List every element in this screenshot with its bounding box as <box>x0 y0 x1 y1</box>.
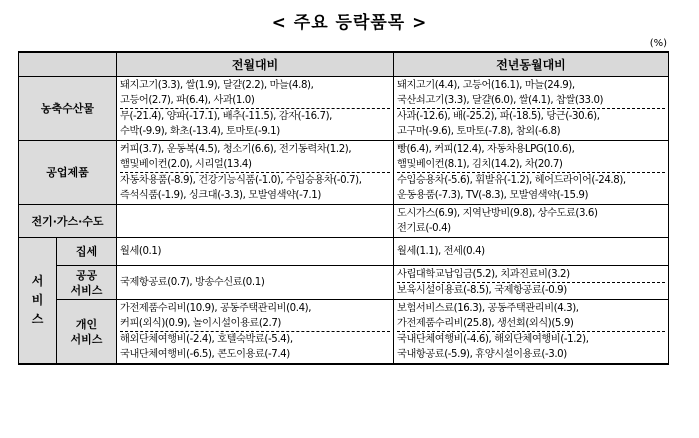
agri-mom-down-2: 수박(-9.9), 화초(-13.4), 토마토(-9.1) <box>120 126 280 137</box>
agri-yoy-down-2: 고구마(-9.6), 토마토(-7.8), 참외(-6.8) <box>397 126 561 137</box>
row-label-public-service <box>57 266 117 300</box>
personal-yoy-up-2: 가전제품수리비(25.8), 생선회(외식)(5.9) <box>397 318 574 329</box>
industrial-mom-down-1: 자동차용품(-8.9), 건강기능식품(-1.0), 수입승용차(-0.7), <box>120 175 362 186</box>
table-row-public-service <box>19 266 669 300</box>
row-label-utilities: 전기·가스·수도 <box>19 205 117 238</box>
personal-mom-up-1: 가전제품수리비(10.9), 공동주택관리비(0.4), <box>120 303 312 314</box>
rent-mom-1: 월세(0.1) <box>120 246 162 257</box>
rent-mom-cell <box>117 238 394 266</box>
row-label-agri: 농축수산물 <box>19 77 117 141</box>
public-label-1: 공공 <box>75 268 98 282</box>
personal-yoy-down-2: 국내항공료(-5.9), 휴양시설이용료(-3.0) <box>397 349 567 360</box>
row-label-personal-service <box>57 300 117 365</box>
unit-label: (%) <box>649 38 667 49</box>
agri-mom-down-1: 무(-21.4), 양파(-17.1), 배추(-11.5), 감자(-16.7), <box>120 111 332 122</box>
public-yoy-up-1: 사립대학교납입금(5.2), 치과진료비(3.2) <box>397 269 570 280</box>
industrial-mom-up-2: 햄및베이컨(2.0), 시리얼(13.4) <box>120 159 252 170</box>
personal-yoy-down-1: 국내단체여행비(-4.6), 해외단체여행비(-1.2), <box>397 334 589 345</box>
personal-mom-down-1: 해외단체여행비(-2.4), 호텔숙박료(-5.4), <box>120 334 293 345</box>
public-yoy-cell <box>394 266 669 300</box>
industrial-yoy-up-1: 빵(6.4), 커피(12.4), 자동차용LPG(10.6), <box>397 144 575 155</box>
header-mom: 전월대비 <box>117 52 394 77</box>
personal-label-2: 서비스 <box>70 332 103 346</box>
industrial-yoy-cell <box>394 141 669 205</box>
price-change-table <box>18 51 669 365</box>
agri-yoy-cell <box>394 77 669 141</box>
utilities-yoy-cell <box>394 205 669 238</box>
public-label-2: 서비스 <box>70 283 103 297</box>
industrial-yoy-up-2: 햄및베이컨(8.1), 김치(14.2), 차(20.7) <box>397 159 563 170</box>
table-row-personal-service <box>19 300 669 365</box>
table-header-row <box>19 52 669 77</box>
table-row-industrial <box>19 141 669 205</box>
row-label-rent: 집세 <box>57 238 117 266</box>
industrial-yoy-down-1: 수입승용차(-5.6), 휘발유(-1.2), 헤어드라이어(-24.8), <box>397 175 626 186</box>
agri-yoy-down-1: 사과(-12.6), 배(-25.2), 파(-18.5), 당근(-30.6), <box>397 111 600 122</box>
utilities-yoy-2: 전기료(-0.4) <box>397 223 451 234</box>
agri-yoy-up-2: 국산쇠고기(3.3), 달걀(6.0), 쌀(4.1), 찹쌀(33.0) <box>397 95 604 106</box>
personal-yoy-cell <box>394 300 669 365</box>
industrial-mom-cell <box>117 141 394 205</box>
personal-label-1: 개인 <box>75 317 98 331</box>
header-yoy: 전년동월대비 <box>394 52 669 77</box>
industrial-mom-up-1: 커피(3.7), 운동복(4.5), 청소기(6.6), 전기동력차(1.2), <box>120 144 352 155</box>
table-row-agri <box>19 77 669 141</box>
agri-mom-cell <box>117 77 394 141</box>
row-label-industrial: 공업제품 <box>19 141 117 205</box>
header-blank-cell <box>19 52 117 77</box>
table-row-utilities <box>19 205 669 238</box>
industrial-yoy-down-2: 운동용품(-7.3), TV(-8.3), 모발염색약(-15.9) <box>397 190 589 201</box>
agri-mom-up-1: 돼지고기(3.3), 쌀(1.9), 달걀(2.2), 마늘(4.8), <box>120 80 314 91</box>
page-title: < 주요 등락품목 > <box>271 13 428 33</box>
personal-yoy-up-1: 보험서비스료(16.3), 공동주택관리비(4.3), <box>397 303 579 314</box>
utilities-mom-cell <box>117 205 394 238</box>
public-mom-cell <box>117 266 394 300</box>
public-mom-1: 국제항공료(0.7), 방송수신료(0.1) <box>120 277 265 288</box>
industrial-mom-down-2: 즉석식품(-1.9), 싱크대(-3.3), 모발염색약(-7.1) <box>120 190 321 201</box>
personal-mom-cell <box>117 300 394 365</box>
personal-mom-down-2: 국내단체여행비(-6.5), 콘도이용료(-7.4) <box>120 349 290 360</box>
row-label-services <box>19 238 57 365</box>
table-row-rent <box>19 238 669 266</box>
agri-yoy-up-1: 돼지고기(4.4), 고등어(16.1), 마늘(24.9), <box>397 80 575 91</box>
personal-mom-up-2: 커피(외식)(0.9), 놀이시설이용료(2.7) <box>120 318 281 329</box>
utilities-yoy-1: 도시가스(6.9), 지역난방비(9.8), 상수도료(3.6) <box>397 208 598 219</box>
public-yoy-down-1: 보육시설이용료(-8.5), 국제항공료(-0.9) <box>397 285 567 296</box>
rent-yoy-cell <box>394 238 669 266</box>
services-label: 서비스 <box>31 274 44 326</box>
agri-mom-up-2: 고등어(2.7), 파(6.4), 사과(1.0) <box>120 95 255 106</box>
rent-yoy-1: 월세(1.1), 전세(0.4) <box>397 246 485 257</box>
